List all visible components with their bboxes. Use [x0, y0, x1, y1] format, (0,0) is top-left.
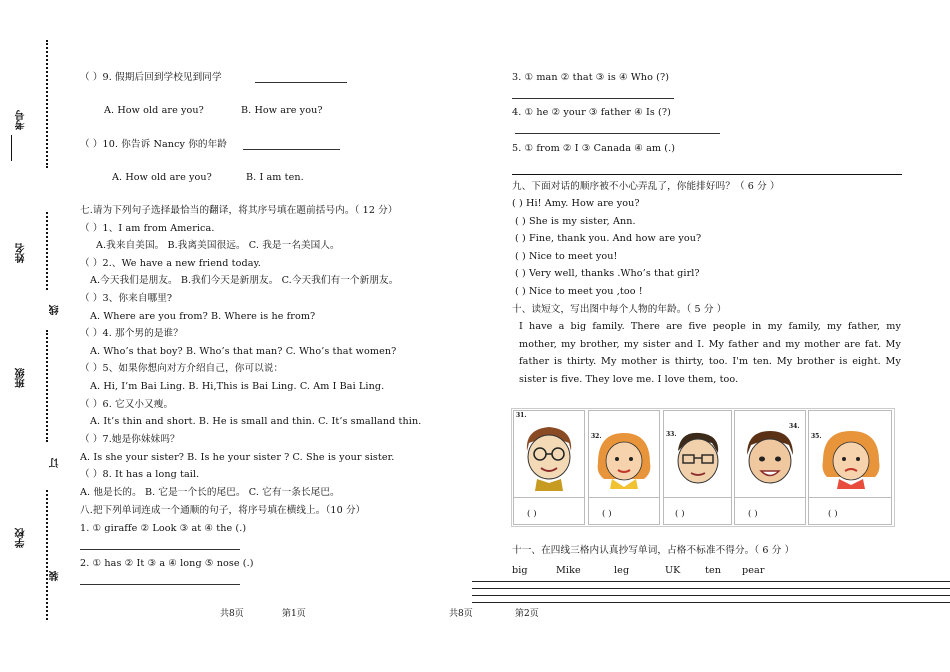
copy-word: Mike	[556, 565, 581, 576]
section-8-title: 八.把下列单词连成一个通顺的句子，将序号填在横线上。（10 分）	[80, 505, 366, 516]
label-school: 学校	[16, 528, 27, 548]
section-9-title: 九、下面对话的顺序被不小心弄乱了，你能排好吗？（ 6 分 ）	[512, 181, 780, 192]
four-line-grid-line	[472, 581, 950, 582]
picture-cell	[588, 410, 660, 525]
picture-cell	[808, 410, 892, 525]
age-answer-blank[interactable]: ( )	[748, 509, 758, 519]
label-ding: 订	[50, 458, 61, 468]
binding-dotted-line	[46, 212, 48, 290]
copy-word: big	[512, 565, 528, 576]
copy-word: UK	[665, 565, 681, 576]
answer-line	[80, 584, 240, 585]
picture-number: 34.	[789, 423, 800, 430]
passage-line: I have a big family. There are five people in my family, my father, my	[519, 321, 901, 332]
sec7-question: （ ）3、你来自哪里?	[80, 293, 173, 304]
sec7-options: A. Where are you from? B. Where is he from?	[90, 311, 316, 322]
answer-line	[515, 133, 720, 134]
sec7-options: A. Is she your sister? B. Is he your sister ? C. She is your sister.	[80, 452, 395, 463]
footer-page-number: 第1页	[282, 609, 306, 619]
section-10-title: 十、读短文，写出图中每个人物的年龄。（ 5 分 ）	[512, 304, 727, 315]
sec7-options: A.我来自美国。 B.我离美国很远。 C. 我是一名美国人。	[96, 240, 340, 251]
age-answer-blank[interactable]: ( )	[527, 509, 537, 519]
mother-icon	[594, 429, 654, 491]
age-answer-blank[interactable]: ( )	[602, 509, 612, 519]
sec7-question: （ ）5、如果你想向对方介绍自己，你可以说：	[80, 363, 284, 374]
boy-glasses-icon	[668, 427, 728, 491]
section-11-title: 十一、在四线三格内认真抄写单词，占格不标准不得分。（ 6 分 ）	[512, 545, 795, 556]
q10-option-a: A. How old are you?	[112, 172, 212, 183]
age-answer-blank[interactable]: ( )	[828, 509, 838, 519]
answer-divider	[664, 497, 731, 498]
sec7-question: （ ）7.她是你妹妹吗？	[80, 434, 180, 445]
brother-icon	[739, 425, 801, 491]
answer-divider	[809, 497, 891, 498]
binding-dotted-line	[46, 490, 48, 620]
sec8-item-4: 4. ① he ② your ③ father ④ Is (?)	[512, 107, 671, 118]
answer-line	[243, 149, 340, 150]
picture-number: 35.	[811, 433, 822, 440]
dialogue-line: ( ) Fine, thank you. And how are you?	[515, 233, 702, 244]
copy-word: leg	[614, 565, 630, 576]
answer-line	[80, 549, 240, 550]
dialogue-line: ( ) Hi! Amy. How are you?	[512, 198, 640, 209]
label-line: 线	[50, 305, 61, 315]
passage-line: father is thirty. My mother is thirty, too. I'm ten. My brother is eight. My	[519, 356, 901, 368]
answer-divider	[514, 497, 584, 498]
sec7-question: （ ）2.、We have a new friend today.	[80, 258, 261, 269]
sec8-item-2: 2. ① has ② It ③ a ④ long ⑤ nose (.)	[80, 558, 254, 569]
sec8-item-3: 3. ① man ② that ③ is ④ Who (?)	[512, 72, 670, 83]
picture-cell	[513, 410, 585, 525]
label-class: 班级	[16, 368, 27, 388]
label-exam-number: 考号	[16, 110, 27, 130]
binding-dotted-line	[46, 40, 48, 168]
passage-line: mother, my brother, my sister and I. My father and my mother are fat. My	[519, 338, 901, 350]
picture-number: 31.	[516, 412, 527, 419]
question-9: （ ）9. 假期后回到学校见到同学	[80, 72, 222, 83]
sec7-options: A. Hi, I’m Bai Ling. B. Hi,This is Bai Ling. C. Am I Bai Ling.	[90, 381, 385, 392]
q9-option-b: B. How are you?	[241, 105, 323, 116]
answer-divider	[589, 497, 659, 498]
answer-divider	[735, 497, 805, 498]
father-glasses-icon	[519, 421, 579, 493]
picture-cell	[663, 410, 732, 525]
q9-option-a: A. How old are you?	[104, 105, 204, 116]
sec7-options: A. 他是长的。 B. 它是一个长的尾巴。 C. 它有一条长尾巴。	[80, 487, 340, 498]
picture-cell	[734, 410, 806, 525]
question-10: （ ）10. 你告诉 Nancy 你的年龄	[80, 139, 227, 150]
dialogue-line: ( ) Nice to meet you ,too !	[515, 286, 643, 297]
four-line-grid-line	[472, 588, 950, 589]
section-7-title: 七.请为下列句子选择最恰当的翻译，将其序号填在题前括号内。（ 12 分）	[80, 205, 398, 216]
section-divider	[512, 174, 902, 175]
q10-option-b: B. I am ten.	[246, 172, 304, 183]
passage-line: sister is five. They love me. I love them, too.	[519, 373, 739, 385]
sec7-options: A.今天我们是朋友。 B.我们今天是新朋友。 C.今天我们有一个新朋友。	[90, 275, 399, 286]
footer-total-pages: 共8页	[220, 609, 244, 619]
sec8-item-1: 1. ① giraffe ② Look ③ at ④ the (.)	[80, 523, 247, 534]
four-line-grid-line	[472, 602, 950, 603]
sec7-question: （ ）6. 它又小又瘦。	[80, 399, 174, 410]
sec7-options: A. Who’s that boy? B. Who’s that man? C. Who’s that women?	[90, 346, 397, 357]
sec7-question: （ ）1、I am from America.	[80, 223, 215, 234]
sec7-options: A. It’s thin and short. B. He is small and thin. C. It’s smalland thin.	[90, 416, 422, 427]
reading-passage	[519, 318, 901, 388]
dialogue-line: ( ) Nice to meet you!	[515, 251, 618, 262]
binding-dotted-line	[46, 330, 48, 442]
picture-number: 33.	[666, 431, 677, 438]
copy-word: pear	[742, 565, 765, 576]
footer-page-number: 第2页	[515, 609, 539, 619]
label-zhuang: 装	[50, 571, 61, 581]
sec8-item-5: 5. ① from ② I ③ Canada ④ am (.)	[512, 143, 676, 154]
four-line-grid-line	[472, 595, 950, 596]
dialogue-line: ( ) Very well, thanks .Who’s that girl?	[515, 268, 700, 279]
copy-word: ten	[705, 565, 722, 576]
answer-line	[255, 82, 347, 83]
label-name: 姓名	[16, 243, 27, 263]
picture-number: 32.	[591, 433, 602, 440]
dialogue-line: ( ) She is my sister, Ann.	[515, 216, 636, 227]
sec7-question: （ ）4. 那个男的是谁？	[80, 328, 183, 339]
sister-icon	[819, 429, 883, 491]
answer-line	[512, 98, 674, 99]
footer-total-pages: 共8页	[449, 609, 473, 619]
exam-number-line	[11, 135, 12, 161]
sec7-question: （ ）8. It has a long tail.	[80, 469, 200, 480]
age-answer-blank[interactable]: ( )	[675, 509, 685, 519]
